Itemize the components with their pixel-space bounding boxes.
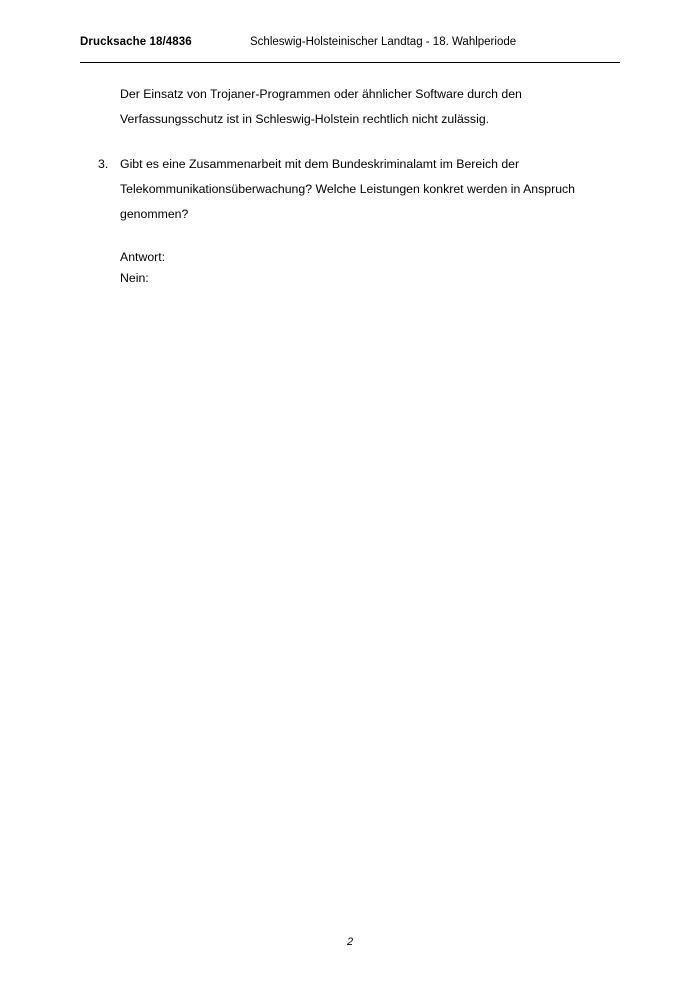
page-number: 2 — [346, 936, 354, 948]
paragraph-trojaner-statement: Der Einsatz von Trojaner-Programmen oder ähnlicher Software durch den Verfassungsschutz ist in Schleswig-Holstein rechtlich nicht zulässig. — [120, 87, 522, 126]
question-item-3 — [98, 152, 590, 227]
spacer — [80, 132, 620, 152]
page-footer — [0, 932, 700, 950]
header-parliament-title: Schleswig-Holsteinischer Landtag - 18. Wahlperiode — [250, 36, 517, 48]
header-document-number: Drucksache 18/4836 — [80, 36, 192, 48]
question-number: 3. — [98, 157, 109, 171]
page-header — [80, 36, 620, 58]
question-text: Gibt es eine Zusammenarbeit mit dem Bundeskriminalamt im Bereich der Telekommunikationsüberwachung? Welche Leistungen konkret werden in Anspruch genommen? — [120, 157, 576, 221]
header-divider — [80, 62, 620, 63]
document-body — [80, 82, 620, 289]
spacer — [80, 227, 620, 247]
answer-label: Antwort: — [120, 250, 166, 264]
answer-text: Nein: — [120, 271, 149, 285]
answer-block — [120, 247, 590, 289]
